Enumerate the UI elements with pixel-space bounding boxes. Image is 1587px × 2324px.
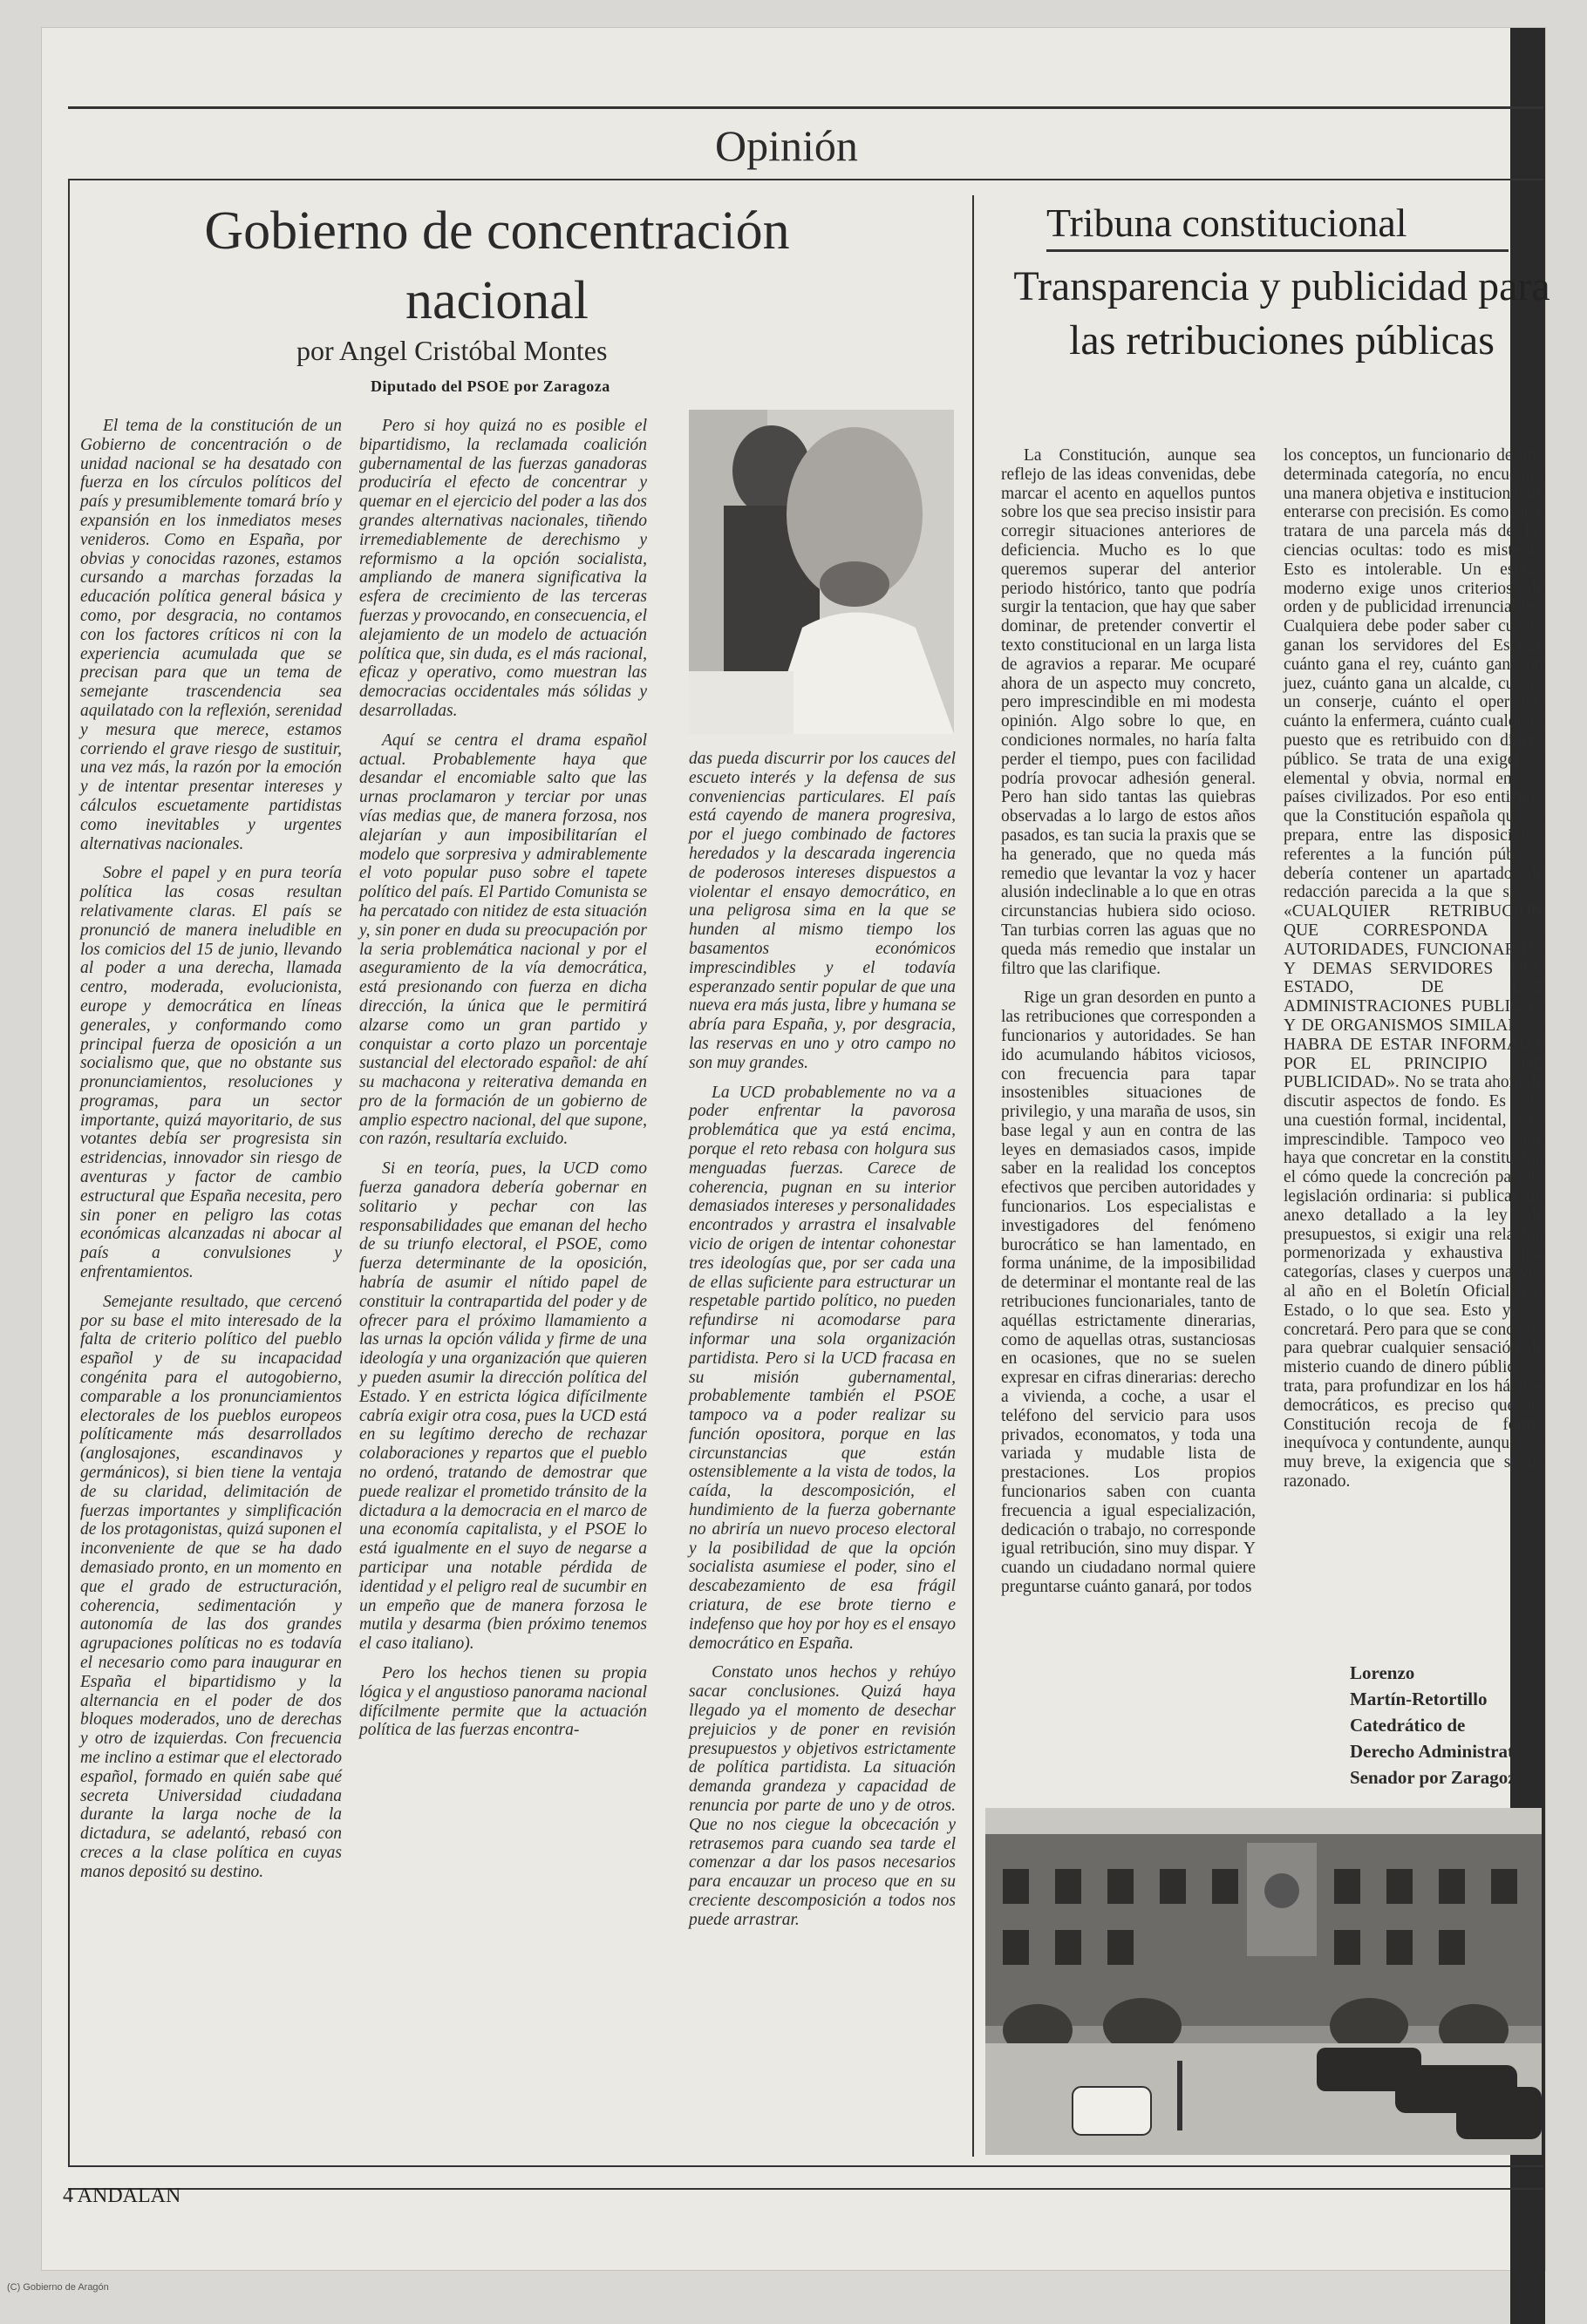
paragraph: das pueda discurrir por los cauces del escueto interés y la defensa de sus conveniencias particulares. El país está cayendo de manera progresiva, por el juego combinado de factores heredados y la descarada ingerencia de poderosos intereses dispuestos a violentar el ensayo democrático, en una peligrosa sima en la que se hunden al mismo tiempo los basamentos económicos imprescindibles y el todavía esperanzado sentir popular de que una nueva era más justa, libre y humana se abría para España, y, por desgracia, las reservas en uno y otro campo no son muy grandes. bbox=[689, 750, 956, 1072]
author-line: Lorenzo bbox=[1350, 1662, 1415, 1683]
paragraph: El tema de la constitución de un Gobierno de concentración o de unidad nacional se ha desatado con fuerza en los círculos políticos del país y presumiblemente tomará brío y expansión en los inmediatos meses venideros. Como en España, por obvias y conocidas razones, estamos cursando a marchas forzadas la educación política general básica y como, por desgracia, no contamos con los factores críticos ni con la experiencia acumulada que se precisan para que un tema de semejante trascendencia sea aquilatado con la reflexión, serenidad y mesura que merece, estamos corriendo el grave riesgo de sustituir, una vez más, la razón por la emoción y de intentar presentar intereses y cálculos escuetamente partidistas como inevitables y urgentes alternativas nacionales. bbox=[80, 417, 342, 853]
paragraph: Semejante resultado, que cercenó por su base el mito interesado de la falta de criterio político del pueblo español y de su incapacidad congénita para el autogobierno, comparable a los pronunciamientos electorales de los pueblos europeos políticamente más desarrollados (anglosajones, escandinavos y germánicos), si bien tiene la ventaja de su claridad, delimitación de fuerzas importantes y simplificación de los protagonistas, quizá suponen el inconveniente de que se ha dado demasiado pronto, en un momento en que el grado de estructuración, coherencia, sedimentación y autonomía de las dos grandes agrupaciones políticas no es todavía el necesario como para inaugurar en España el bipartidismo y la alternancia en el poder de dos bloques moderados, uno de derechas y otro de izquierdas. Con frecuencia me inclino a estimar que el electorado español, formado en quién sabe qué secreta Universidad ciudadana durante la larga noche de la dictadura, se adelantó, rebasó con creces a la clase política en cuyas manos depositó su destino. bbox=[80, 1292, 343, 1881]
page-footer: 4 ANDALAN bbox=[63, 2185, 181, 2207]
left-col-3 bbox=[689, 750, 956, 1940]
paragraph: Pero si hoy quizá no es posible el bipartidismo, la reclamada coalición gubernamental de las fuerzas ganadoras produciría el efecto de concentrar y quemar en el ejercicio del poder a las dos grandes alternativas nacionales, tiñendo irremediablemente de derechismo y reformismo a la opción socialista, ampliando de manera significativa la esfera de crecimiento de las terceras fuerzas y provocando, en consecuencia, el alejamiento de un modelo de actuación política que, sin duda, es el más racional, eficaz y operativo, como muestran las democracias occidentales más sólidas y desarrolladas. bbox=[359, 417, 647, 720]
author-line: Derecho Administrativo bbox=[1350, 1741, 1537, 1762]
paragraph: Sobre el papel y en pura teoría política las cosas resultan relativamente claras. El país se pronunció de manera ineludible en los comicios del 15 de junio, llevando al poder a una derecha, llamada centro, moderada, evolucionista, europe y democrática en líneas generales, y conformando como principal fuerza de oposición a un socialismo que, que no obstante sus pronunciamientos, resoluciones y programas, para un sector importante, quizá mayoritario, de sus votantes debía ser progresista sin estridencias, innovador sin riesgo de aventuras y factor de cambio estructural que España necesita, pero sin poner en peligro las cotas económicas alcanzadas ni abocar al país a convulsiones y enfrentamientos. bbox=[80, 864, 342, 1282]
column-divider bbox=[972, 195, 974, 2157]
column-kicker: Tribuna constitucional bbox=[1046, 197, 1509, 252]
paragraph: Si en teoría, pues, la UCD como fuerza ganadora debería gobernar en solitario y pechar con las responsabilidades que emanan del hecho de su triunfo electoral, el PSOE, como fuerza determinante de la oposición, habría de asumir el nítido papel de constituir la contrapartida del poder y de ofrecer para el próximo llamamiento a las urnas la opción válida y firme de una ideología y una organización que quieren y pueden asumir la dirección política del Estado. Y en estricta lógica difícilmente cabría exigir otra cosa, pues la UCD está en su legítimo derecho de rechazar colaboraciones y repartos que el pueblo no ordenó, tratando de demostrar que puede realizar el prometido tránsito de la dictadura a la democracia en el marco de una economía capitalista, y el PSOE lo está igualmente en el suyo de negarse a participar una notable pérdida de identidad y el peligro real de sucumbir en un empeño que de manera forzosa le mutila y desarma (bien próximo tenemos el caso italiano). bbox=[359, 1159, 647, 1654]
right-col-2 bbox=[1284, 446, 1543, 1502]
author-line: Martín-Retortillo bbox=[1350, 1689, 1488, 1709]
town-hall-image bbox=[985, 1808, 1542, 2155]
author-photo bbox=[689, 410, 954, 734]
copyright-credit: (C) Gobierno de Aragón bbox=[7, 2282, 109, 2293]
right-col-1 bbox=[1001, 446, 1256, 1607]
left-col-2 bbox=[359, 417, 647, 1750]
author-line: Catedrático de bbox=[1350, 1715, 1466, 1736]
right-headline: Transparencia y publicidad para las retribuciones públicas bbox=[1013, 263, 1550, 364]
paragraph: Aquí se centra el drama español actual. Probablemente haya que desandar el encomiable salto que las urnas proclamaron y terciar por unas vías medias que, de manera forzosa, nos alejarían y aun imposibilitarían el modelo que sorpresiva y admirablemente el voto popular puso sobre el tapete político del país. El Partido Comunista se ha percatado con nitidez de esta situación y, sin poner en duda su preocupación por la seria problemática nacional y por el aseguramiento de la vía democrática, está presionando con fuerza en dicha dirección, la única que le permitirá alzarse como un gran partido y conquistar a corto plazo un porcentaje sustancial del electorado español: de ahí su machacona y reiterativa demanda en pro de la formación de un gobierno de amplio espectro nacional, del que supone, con razón, resultaría excluido. bbox=[359, 730, 647, 1149]
paragraph: Pero los hechos tienen su propia lógica y el angustioso panorama nacional difícilmente permite que la actuación política de las fuerzas encontra- bbox=[359, 1664, 647, 1740]
section-title: Opinión bbox=[715, 121, 858, 170]
headline: Gobierno de concentración nacional bbox=[204, 201, 790, 330]
paragraph: La Constitución, aunque sea reflejo de las ideas convenidas, debe marcar el acento en aquellos puntos sobre los que sea preciso insistir para corregir situaciones anteriores de deficiencia. Mucho es lo que queremos superar del anterior periodo histórico, tanto que podría surgir la tentacion, que hay que saber dominar, de pretender convertir el texto constitucional en un larga lista de agravios a reparar. Me ocuparé ahora de un aspecto muy concreto, pero imprescindible en mi modesta opinión. Algo sobre lo que, en condiciones normales, no haría falta perder el tiempo, pues con facilidad podría provocar adhesión general. Pero han sido tantas las quiebras observadas a lo largo de estos años pasados, es tan sucia la praxis que se ha generado, que no queda más remedio que levantar la voz y hacer alusión indeclinable a lo que en otras circunstancias hubiera sido ocioso. Tan turbias corren las aguas que no queda más remedio que instalar un filtro que las clarifique. bbox=[1001, 446, 1256, 978]
author-line: Senador por Zaragoza bbox=[1350, 1767, 1526, 1788]
paragraph: Constato unos hechos y rehúyo sacar conclusiones. Quizá haya llegado ya el momento de desechar prejuicios y de poner en revisión presupuestos y objetivos estrictamente de política partidista. La situación demanda grandeza y capacidad de renuncia por parte de uno y de otros. Que no nos ciegue la obcecación y retrasemos para cuando sea tarde el comenzar a dar los pasos necesarios para encauzar un proceso que en su creciente descomposición a todos nos puede arrastrar. bbox=[689, 1663, 956, 1929]
paragraph: los conceptos, un funcionario de una determinada categoría, no encuentra una manera objetiva e institucional de enterarse con precisión. Es como si se tratara de una parcela más de las ciencias ocultas: todo es misterio. Esto es intolerable. Un estado moderno exige unos criterios de orden y de publicidad irrenunciables. Cualquiera debe poder saber cuánto ganan los servidores del Estado, cuánto gana el rey, cuánto gana un juez, cuánto gana un alcalde, cuánto un conserje, cuánto el operador, cuánto la enfermera, cuánto cualquier puesto que es retribuido con dinero público. Se trata de una exigencia elemental y obvia, normal en los países civilizados. Por eso entiendo que la Constitución española que se prepara, entre las disposiciones referentes a la función pública, debería contener un apartado de redacción parecida a la que sigue: «CUALQUIER RETRIBUCION QUE CORRESPONDA A AUTORIDADES, FUNCIONARIOS Y DEMAS SERVIDORES DEL ESTADO, DE LAS ADMINISTRACIONES PUBLICAS Y DE ORGANISMOS SIMILARES, HABRA DE ESTAR INFORMADA POR EL PRINCIPIO DE PUBLICIDAD». No se trata ahora de discutir aspectos de fondo. Es sólo una cuestión formal, incidental, pero imprescindible. Tampoco veo que haya que concretar en la constitución el cómo quede la concreción para la legislación ordinaria: si publicar un anexo detallado a la ley de presupuestos, si exigir una relación pormenorizada y exhaustiva por categorías, clases y cuerpos una vez al año en el Boletín Oficial del Estado, o lo que sea. Esto ya se concretará. Pero para que se concrete, para quebrar cualquier sensación de misterio cuando de dinero público se trata, para profundizar en los hábitos democráticos, es preciso que la Constitución recoja de forma inequívoca y contundente, aunque sea muy breve, la exigencia que se ha razonado. bbox=[1284, 446, 1543, 1492]
paragraph: La UCD probablemente no va a poder enfrentar la pavorosa problemática que ya está encima, porque el reto rebasa con holgura sus menguadas fuerzas. Carece de coherencia, pugnan en su interior demasiados intereses y personalidades encontrados y arrastra el insalvable vicio de origen de intentar cohonestar tres ideologías que, por ser cada una de ellas suficiente para estructurar un respetable partido político, no pueden refundirse ni acomodarse para informar una sola organización partidista. Pero si la UCD fracasa en su misión gubernamental, probablemente también el PSOE tampoco va a poder realizar su función opositora, porque en las circunstancias que están ostensiblemente a la vista de todos, la caída, la descomposición, el hundimiento de la fuerza gobernante no abriría un nuevo proceso electoral y la posibilidad de que la opción socialista asumiese el poder, sino el descabezamiento de esa frágil criatura, de ese brote tierno e indefenso que hoy por hoy es el ensayo democrático en España. bbox=[689, 1083, 956, 1653]
top-rule bbox=[68, 106, 1543, 109]
affiliation: Diputado del PSOE por Zaragoza bbox=[371, 377, 610, 395]
building-photo bbox=[985, 1808, 1542, 2155]
left-col-1 bbox=[80, 417, 342, 1892]
byline: por Angel Cristóbal Montes bbox=[296, 335, 608, 366]
portrait-image bbox=[689, 410, 954, 734]
bottom-rule bbox=[68, 2165, 1543, 2167]
author-signature bbox=[1350, 1660, 1537, 1791]
paragraph: Rige un gran desorden en punto a las retribuciones que corresponden a funcionarios y autoridades. Se han ido acumulando hábitos viciosos, con frecuencia para tapar insostenibles situaciones de privilegio, y una maraña de usos, sin base legal y aun en contra de las leyes en demasiados casos, impide saber en la realidad los conceptos efectivos que perciben autoridades y funcionarios. Los especialistas e investigadores del fenómeno burocrático se han lamentado, en forma unánime, de la imposibilidad de determinar el montante real de las retribuciones funcionariales, tanto de aquéllas estrictamente dinerarias, como de aquellas otras, sustanciosas en ocasiones, que no se suelen expresar en cifras dinerarias: derecho a vivienda, a coche, a usar el teléfono del servicio para usos privados, economatos, y toda una variada y mudable lista de prestaciones. Los propios funcionarios saben con cuanta frecuencia a igual especialización, dedicación o trabajo, no corresponde igual retribución, sino muy dispar. Y cuando un ciudadano normal quiere preguntarse cuánto ganará, por todos bbox=[1001, 989, 1256, 1597]
bottom-rule-2 bbox=[68, 2188, 1543, 2190]
